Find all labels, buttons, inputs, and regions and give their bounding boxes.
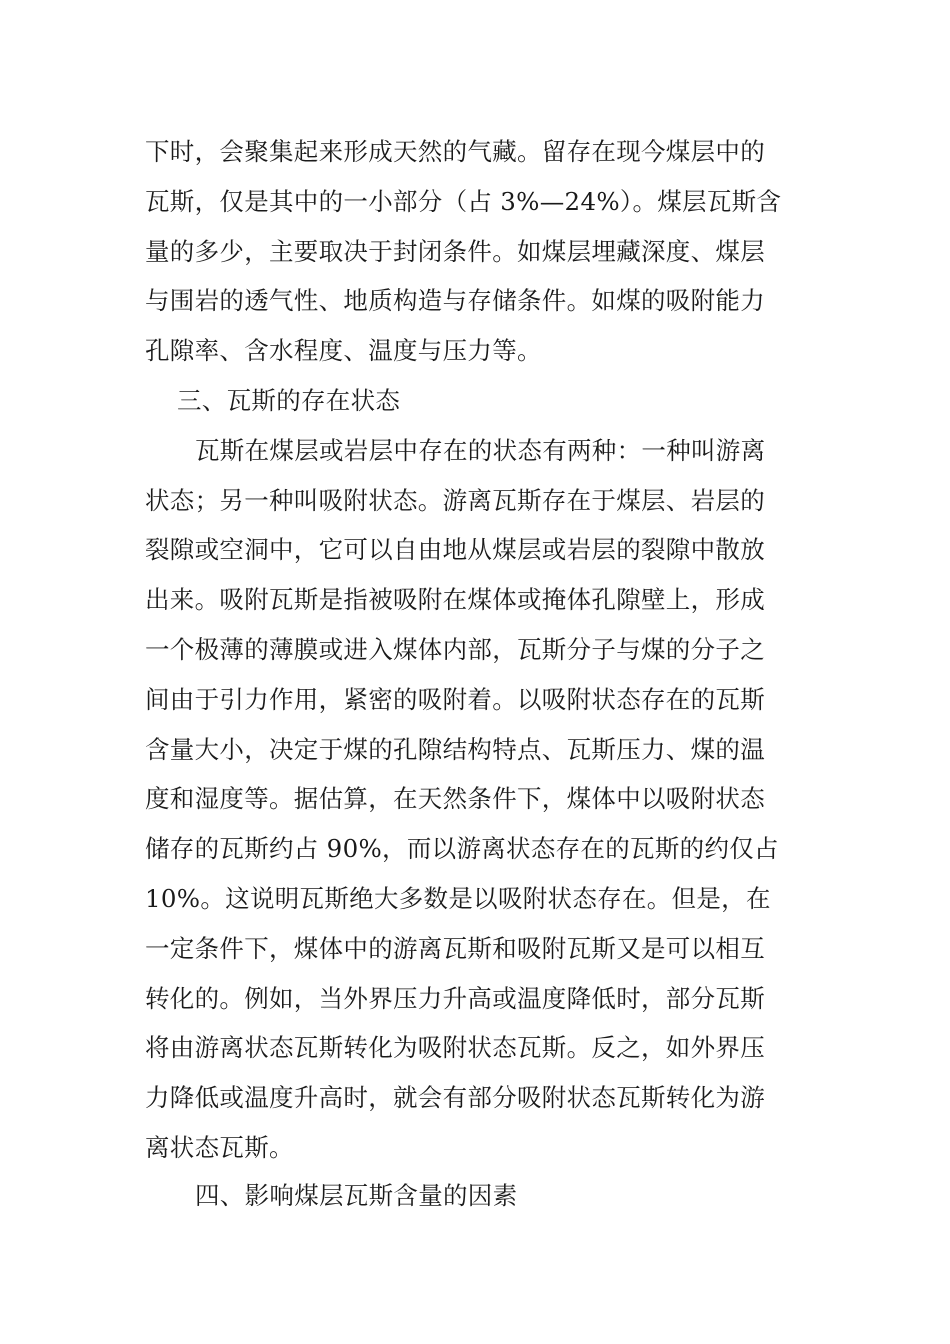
paragraph-2-line: 裂隙或空洞中，它可以自由地从煤层或岩层的裂隙中散放 bbox=[145, 535, 765, 565]
paragraph-2-line: 储存的瓦斯约占 90%，而以游离状态存在的瓦斯的约仅占 bbox=[145, 834, 779, 864]
paragraph-1-line: 与围岩的透气性、地质构造与存储条件。如煤的吸附能力 bbox=[145, 286, 765, 316]
paragraph-2-line: 瓦斯在煤层或岩层中存在的状态有两种：一种叫游离 bbox=[195, 435, 766, 465]
paragraph-2-line: 离状态瓦斯。 bbox=[145, 1132, 294, 1162]
paragraph-2-line: 度和湿度等。据估算，在天然条件下，煤体中以吸附状态 bbox=[145, 784, 765, 814]
paragraph-1-line: 下时，会聚集起来形成天然的气藏。留存在现今煤层中的 bbox=[145, 137, 765, 166]
paragraph-1-line: 孔隙率、含水程度、温度与压力等。 bbox=[145, 336, 542, 366]
paragraph-2-line: 一个极薄的薄膜或进入煤体内部，瓦斯分子与煤的分子之 bbox=[145, 634, 765, 664]
section-heading-4: 四、影响煤层瓦斯含量的因素 bbox=[195, 1181, 518, 1210]
paragraph-2-line: 转化的。例如，当外界压力升高或温度降低时，部分瓦斯 bbox=[145, 983, 765, 1013]
paragraph-2-line: 10%。这说明瓦斯绝大多数是以吸附状态存在。但是，在 bbox=[145, 883, 771, 913]
paragraph-2-line: 间由于引力作用，紧密的吸附着。以吸附状态存在的瓦斯 bbox=[145, 684, 765, 714]
document-body bbox=[145, 127, 810, 1173]
paragraph-1-line: 瓦斯，仅是其中的一小部分（占 3%—24%）。煤层瓦斯含 bbox=[145, 186, 782, 216]
paragraph-2-line: 出来。吸附瓦斯是指被吸附在煤体或掩体孔隙壁上，形成 bbox=[145, 585, 765, 615]
section-heading-3: 三、瓦斯的存在状态 bbox=[177, 385, 401, 415]
paragraph-2-line: 一定条件下，煤体中的游离瓦斯和吸附瓦斯又是可以相互 bbox=[145, 933, 765, 963]
paragraph-1-line: 量的多少，主要取决于封闭条件。如煤层埋藏深度、煤层 bbox=[145, 236, 765, 266]
paragraph-2-line: 状态；另一种叫吸附状态。游离瓦斯存在于煤层、岩层的 bbox=[145, 485, 765, 515]
paragraph-2-line: 含量大小，决定于煤的孔隙结构特点、瓦斯压力、煤的温 bbox=[145, 734, 765, 764]
paragraph-2-line: 将由游离状态瓦斯转化为吸附状态瓦斯。反之，如外界压 bbox=[145, 1033, 765, 1063]
paragraph-2-line: 力降低或温度升高时，就会有部分吸附状态瓦斯转化为游 bbox=[145, 1083, 765, 1113]
